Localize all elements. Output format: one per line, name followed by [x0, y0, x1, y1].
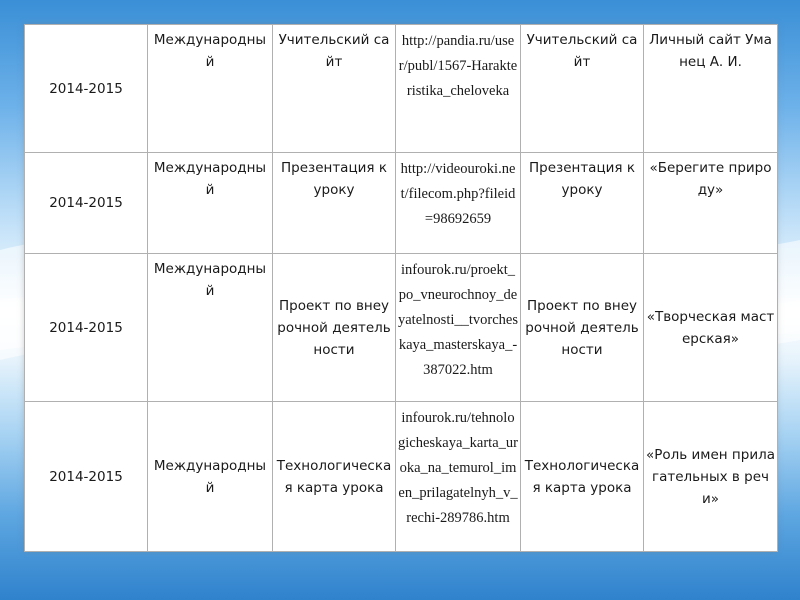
table-row: [25, 402, 778, 552]
slide-table-container: [24, 24, 777, 551]
kind-cell: Презентация к уроку: [521, 153, 644, 254]
table-row: [25, 153, 778, 254]
level-cell: Международный: [148, 25, 273, 153]
table-row: [25, 254, 778, 402]
type-cell: Презентация к уроку: [273, 153, 396, 254]
year-cell: 2014-2015: [25, 25, 148, 153]
type-cell: Учительский сайт: [273, 25, 396, 153]
type-cell: Проект по внеурочной деятельности: [273, 254, 396, 402]
level-cell: Международный: [148, 402, 273, 552]
kind-cell: Учительский сайт: [521, 25, 644, 153]
title-cell: «Роль имен прилагательных в речи»: [644, 402, 778, 552]
link-cell[interactable]: infourok.ru/tehnologicheskaya_karta_uroka_na_temurol_imen_prilagatelnyh_v_rechi-289786.htm: [396, 402, 521, 552]
year-cell: 2014-2015: [25, 153, 148, 254]
link-cell[interactable]: http://pandia.ru/user/publ/1567-Harakteristika_cheloveka: [396, 25, 521, 153]
kind-cell: Проект по внеурочной деятельности: [521, 254, 644, 402]
title-cell: Личный сайт Уманец А. И.: [644, 25, 778, 153]
link-cell[interactable]: http://videouroki.net/filecom.php?fileid=98692659: [396, 153, 521, 254]
link-cell[interactable]: infourok.ru/proekt_po_vneurochnoy_deyatelnosti__tvorcheskaya_masterskaya_-387022.htm: [396, 254, 521, 402]
title-cell: «Берегите природу»: [644, 153, 778, 254]
title-cell: «Творческая мастерская»: [644, 254, 778, 402]
table-row: [25, 25, 778, 153]
achievements-table: [24, 24, 778, 552]
kind-cell: Технологическая карта урока: [521, 402, 644, 552]
level-cell: Международный: [148, 153, 273, 254]
level-cell: Международный: [148, 254, 273, 402]
year-cell: 2014-2015: [25, 254, 148, 402]
type-cell: Технологическая карта урока: [273, 402, 396, 552]
year-cell: 2014-2015: [25, 402, 148, 552]
